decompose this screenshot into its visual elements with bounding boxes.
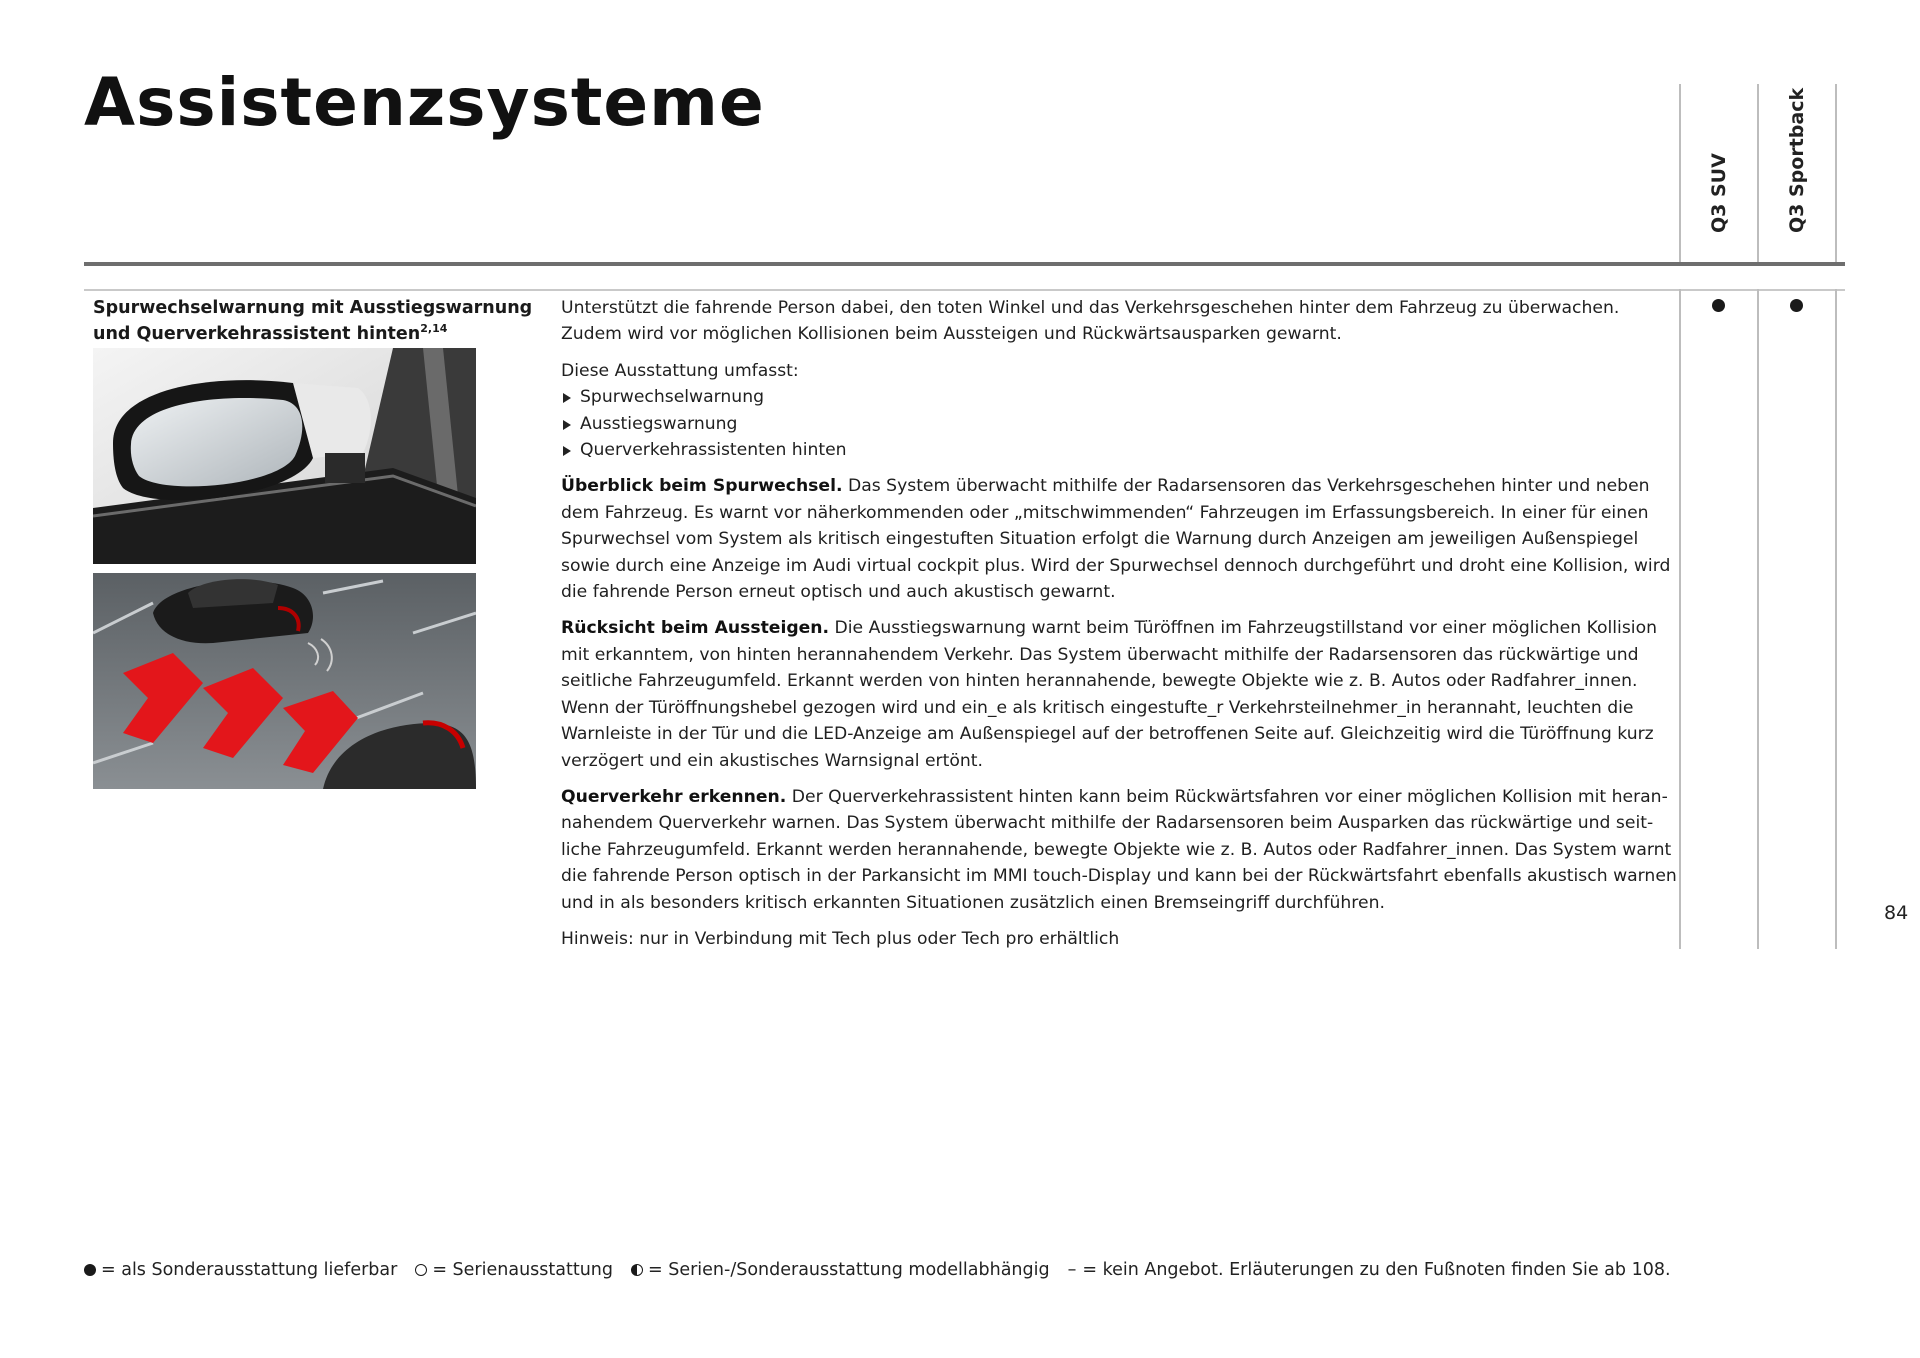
section-paragraph <box>561 473 1679 605</box>
feature-description <box>561 295 1679 962</box>
feature-title <box>93 295 543 347</box>
row-top-rule <box>84 289 1845 291</box>
list-item: Querverkehrassistenten hinten <box>561 437 1679 463</box>
section-text: Der Querverkehrassistent hinten kann beim Rückwärtsfahren vor einer möglichen Kollision mit herannahendem Querverkehr warnen. Das System überwacht mithilfe der Radarsensoren beim Ausparken das rückwärtige und seitliche Fahrzeugumfeld. Erkannt werden herannahende, bewegte Objekte wie z. B. Autos oder Radfahrer_innen. Das System warnt die fahrende Person optisch in der Parkansicht im MMI touch-Display und kann bei der Rückwärtsfahrt ebenfalls akustisch warnen und in als besonders kritisch erkannten Situationen zusätzlich einen Bremseingriff durchführen. <box>561 786 1677 913</box>
section-paragraph <box>561 784 1679 916</box>
column-header-label: Q3 SUV <box>1708 153 1730 233</box>
legend-item <box>1068 1260 1671 1280</box>
header-rule <box>84 262 1845 266</box>
section-heading: Rücksicht beim Aussteigen. <box>561 618 830 639</box>
side-mirror-image <box>93 348 476 564</box>
section-text: Das System überwacht mithilfe der Radarsensoren das Verkehrsgeschehen hinter und neben dem Fahrzeug. Es warnt vor näherkommenden oder „mitschwimmenden“ Fahrzeugen im Erfassungsbereich. In einer für einen Spurwechsel vom System als kritisch eingestuften Situation erfolgt die Warnung durch Anzeigen am jeweiligen Außenspiegel sowie durch eine Anzeige im Audi virtual cockpit plus. Wird der Spurwechsel dennoch durchgeführt und droht eine Kollision, wird die fahrende Person erneut optisch und auch akustisch gewarnt. <box>561 476 1671 603</box>
legend-item <box>631 1260 1050 1280</box>
filled-dot-icon <box>84 1264 96 1276</box>
list-item: Spurwechselwarnung <box>561 384 1679 410</box>
section-text: Die Ausstiegswarnung warnt beim Türöffnen im Fahrzeugstillstand vor einer möglichen Kollision mit erkanntem, von hinten herannahendem Verkehr. Das System überwacht mithilfe der Radarsensoren das rückwärtige und seitliche Fahrzeugumfeld. Erkannt werden von hinten herannahende, bewegte Objekte wie z. B. Autos oder Radfahrer_innen. Wenn der Türöffnungshebel gezogen wird und ein_e als kritisch eingestufte_r Verkehrsteilnehmer_in herannaht, leuchten die Warnleiste in der Tür und die LED-Anzeige am Außenspiegel auf der betroffenen Seite auf. Gleichzeitig wird die Türöffnung kurz verzögert und ein akustisches Warnsignal ertönt. <box>561 618 1657 771</box>
intro-line-1: Unterstützt die fahrende Person dabei, den toten Winkel und das Verkehrsgeschehen hinter dem Fahrzeug zu überwachen. <box>561 298 1620 318</box>
list-heading: Diese Ausstattung umfasst: <box>561 360 799 381</box>
list-item: Ausstiegswarnung <box>561 411 1679 437</box>
footnote-ref: 2,14 <box>420 322 448 336</box>
availability-dot-q3-suv <box>1712 299 1725 312</box>
legend-text: = Serien-/Sonderausstattung modellabhängig <box>648 1260 1050 1280</box>
column-header-q3-suv <box>1681 80 1757 255</box>
legend-text: = kein Angebot. Erläuterungen zu den Fußnoten finden Sie ab 108. <box>1082 1260 1671 1280</box>
legend <box>84 1260 1689 1280</box>
section-heading: Überblick beim Spurwechsel. <box>561 476 843 497</box>
intro-paragraph <box>561 295 1679 348</box>
page-number: 84 <box>1884 902 1909 924</box>
dash-icon: – <box>1067 1260 1077 1280</box>
lane-change-warning-image <box>93 573 476 789</box>
section-paragraph <box>561 615 1679 773</box>
column-divider <box>1679 289 1681 949</box>
feature-title-text: Spurwechselwarnung mit Ausstiegswarnung und Querverkehrassistent hinten <box>93 298 533 344</box>
legend-text: = Serienausstattung <box>432 1260 613 1280</box>
legend-item <box>415 1260 613 1280</box>
note: Hinweis: nur in Verbindung mit Tech plus oder Tech pro erhältlich <box>561 928 1120 949</box>
legend-text: = als Sonderausstattung lieferbar <box>101 1260 398 1280</box>
section-heading: Querverkehr erkennen. <box>561 786 787 807</box>
column-divider <box>1757 289 1759 949</box>
column-divider <box>1835 84 1837 262</box>
column-divider <box>1835 289 1837 949</box>
page-title: Assistenzsysteme <box>84 64 765 141</box>
half-dot-icon <box>631 1264 643 1276</box>
empty-dot-icon <box>415 1264 427 1276</box>
column-header-label: Q3 Sportback <box>1786 87 1808 233</box>
intro-line-2: Zudem wird vor möglichen Kollisionen beim Aussteigen und Rückwärtsausparken gewarnt. <box>561 324 1342 345</box>
availability-dot-q3-sportback <box>1790 299 1803 312</box>
feature-list <box>561 384 1679 463</box>
legend-item <box>84 1260 397 1280</box>
column-header-q3-sportback <box>1759 80 1835 255</box>
